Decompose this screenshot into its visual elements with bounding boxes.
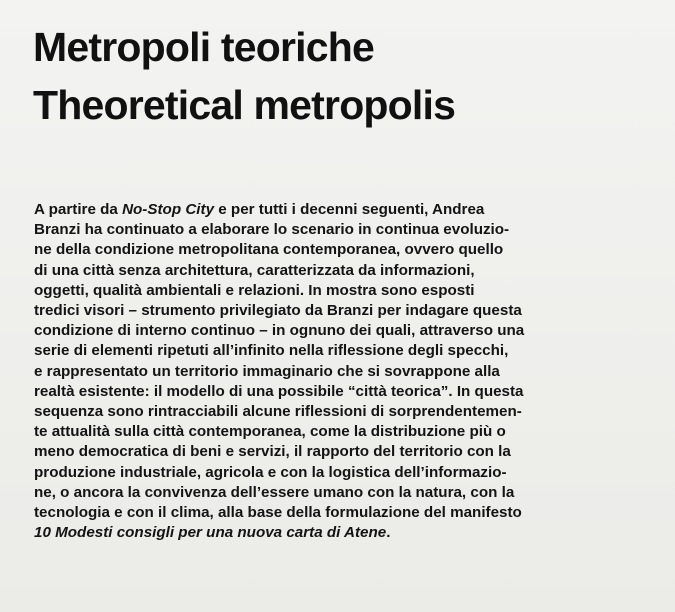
panel-titles	[33, 18, 643, 134]
body-line-2: Branzi ha continuato a elaborare lo scenario in continua evoluzio-	[34, 221, 510, 239]
body-line-9: e rappresentato un territorio immaginario che si sovrappone alla	[34, 362, 500, 380]
title-english: Theoretical metropolis	[33, 82, 456, 128]
body-line-6: tredici visori – strumento privilegiato da Branzi per indagare questa	[34, 302, 522, 320]
body-line-12: te attualità sulla città contemporanea, come la distribuzione più o	[34, 423, 506, 441]
body-line-7: condizione di interno continuo – in ognuno dei quali, attraverso una	[34, 322, 525, 340]
panel-body-text	[34, 200, 639, 543]
body-line-1-suffix: e per tutti i decenni seguenti, Andrea	[214, 201, 485, 218]
body-line-13: meno democratica di beni e servizi, il rapporto del territorio con la	[34, 443, 511, 461]
body-line-8: serie di elementi ripetuti all’infinito nella riflessione degli specchi,	[34, 342, 509, 360]
body-line-14: produzione industriale, agricola e con la logistica dell’informazio-	[34, 463, 507, 481]
body-line-17-suffix: .	[386, 524, 391, 542]
body-line-15: ne, o ancora la convivenza dell’essere umano con la natura, con la	[34, 483, 515, 501]
no-stop-city-title: No-Stop City	[122, 201, 215, 218]
title-italian: Metropoli teoriche	[33, 24, 374, 70]
body-line-1-prefix: A partire da	[34, 201, 123, 218]
body-line-10: realtà esistente: il modello di una possibile “città teorica”. In questa	[34, 382, 524, 400]
body-line-11: sequenza sono rintracciabili alcune riflessioni di sorprendentemen-	[34, 403, 522, 421]
manifesto-title: 10 Modesti consigli per una nuova carta di Atene	[34, 524, 387, 542]
body-line-5: oggetti, qualità ambientali e relazioni. In mostra sono esposti	[34, 281, 475, 299]
body-line-17	[34, 523, 639, 543]
body-line-1	[34, 200, 639, 220]
body-line-16: tecnologia e con il clima, alla base della formulazione del manifesto	[34, 504, 522, 522]
body-line-3: ne della condizione metropolitana contemporanea, ovvero quello	[34, 241, 504, 259]
body-line-4: di una città senza architettura, caratterizzata da informazioni,	[34, 261, 475, 279]
